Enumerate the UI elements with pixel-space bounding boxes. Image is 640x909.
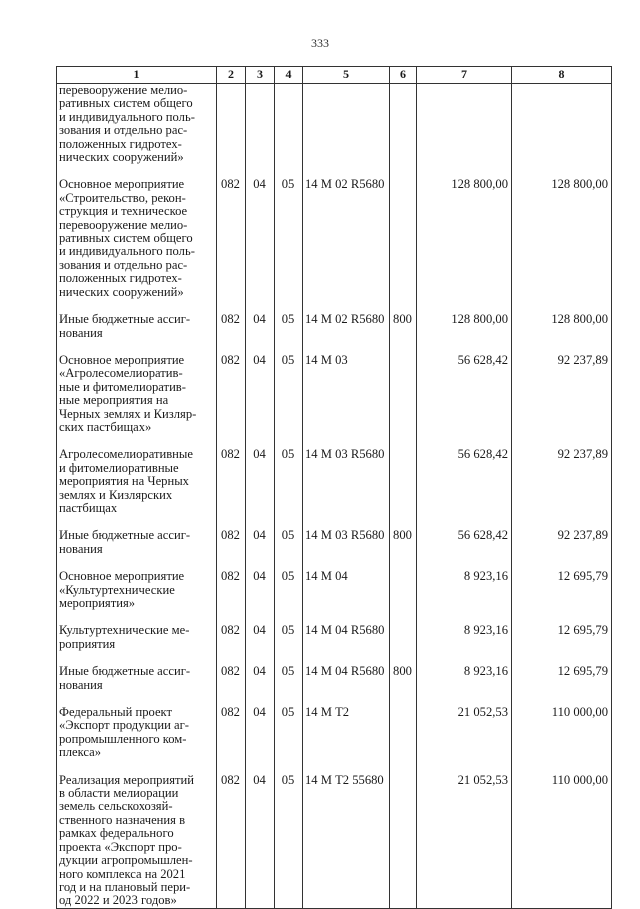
spacer-cell xyxy=(275,299,303,313)
spacer-cell xyxy=(390,515,417,529)
spacer-cell xyxy=(246,340,275,354)
table-row xyxy=(57,665,612,692)
spacer-cell xyxy=(217,610,246,624)
table-header xyxy=(57,67,612,84)
spacer-cell xyxy=(57,434,217,448)
row-name-cell: Иные бюджетные ассиг- нования xyxy=(57,665,217,692)
row-name-cell: Иные бюджетные ассиг- нования xyxy=(57,313,217,340)
row-spacer xyxy=(57,760,612,774)
section-cell: 04 xyxy=(246,570,275,610)
column-header-6: 6 xyxy=(390,67,417,84)
spacer-cell xyxy=(246,651,275,665)
spacer-cell xyxy=(512,692,612,706)
expense-type-cell xyxy=(390,178,417,299)
amount-year1-cell: 56 628,42 xyxy=(417,354,512,434)
expense-type-cell: 800 xyxy=(390,529,417,556)
subsection-cell: 05 xyxy=(275,178,303,299)
expense-type-cell: 800 xyxy=(390,665,417,692)
row-spacer xyxy=(57,164,612,178)
spacer-cell xyxy=(417,299,512,313)
amount-year1-cell: 21 052,53 xyxy=(417,774,512,909)
spacer-cell xyxy=(512,760,612,774)
amount-year2-cell: 92 237,89 xyxy=(512,529,612,556)
spacer-cell xyxy=(417,610,512,624)
spacer-cell xyxy=(417,692,512,706)
amount-year1-cell: 8 923,16 xyxy=(417,624,512,651)
spacer-cell xyxy=(275,556,303,570)
amount-year2-cell: 12 695,79 xyxy=(512,665,612,692)
spacer-cell xyxy=(417,651,512,665)
section-cell: 04 xyxy=(246,313,275,340)
subsection-cell: 05 xyxy=(275,354,303,434)
admin-code-cell: 082 xyxy=(217,624,246,651)
column-header-4: 4 xyxy=(275,67,303,84)
amount-year1-cell: 8 923,16 xyxy=(417,665,512,692)
spacer-cell xyxy=(57,651,217,665)
row-spacer xyxy=(57,651,612,665)
section-cell: 04 xyxy=(246,706,275,760)
column-header-1: 1 xyxy=(57,67,217,84)
spacer-cell xyxy=(246,760,275,774)
subsection-cell: 05 xyxy=(275,529,303,556)
table-row xyxy=(57,84,612,165)
table-row xyxy=(57,354,612,434)
amount-year2-cell: 110 000,00 xyxy=(512,774,612,909)
subsection-cell: 05 xyxy=(275,774,303,909)
spacer-cell xyxy=(512,299,612,313)
subsection-cell: 05 xyxy=(275,665,303,692)
spacer-cell xyxy=(303,515,390,529)
spacer-cell xyxy=(275,651,303,665)
spacer-cell xyxy=(57,515,217,529)
spacer-cell xyxy=(246,164,275,178)
admin-code-cell: 082 xyxy=(217,448,246,515)
spacer-cell xyxy=(390,299,417,313)
spacer-cell xyxy=(275,434,303,448)
spacer-cell xyxy=(512,610,612,624)
section-cell: 04 xyxy=(246,354,275,434)
column-header-8: 8 xyxy=(512,67,612,84)
row-spacer xyxy=(57,299,612,313)
spacer-cell xyxy=(217,299,246,313)
spacer-cell xyxy=(303,610,390,624)
subsection-cell: 05 xyxy=(275,706,303,760)
row-spacer xyxy=(57,610,612,624)
spacer-cell xyxy=(57,610,217,624)
spacer-cell xyxy=(246,434,275,448)
spacer-cell xyxy=(57,692,217,706)
subsection-cell xyxy=(275,84,303,165)
spacer-cell xyxy=(303,434,390,448)
spacer-cell xyxy=(417,515,512,529)
amount-year1-cell xyxy=(417,84,512,165)
spacer-cell xyxy=(275,610,303,624)
row-name-cell: Реализация мероприятий в области мелиорации земель сельскохозяй- ственного назначения в рамках федерального проекта «Экспорт про- дукции агропромышлен- ного комплекса на 2021 год и на плановый пери- од 2022 и 2023 годов» xyxy=(57,774,217,909)
spacer-cell xyxy=(390,651,417,665)
admin-code-cell: 082 xyxy=(217,774,246,909)
spacer-cell xyxy=(512,164,612,178)
column-header-7: 7 xyxy=(417,67,512,84)
row-name-cell: Иные бюджетные ассиг- нования xyxy=(57,529,217,556)
expense-type-cell: 800 xyxy=(390,313,417,340)
spacer-cell xyxy=(390,434,417,448)
amount-year2-cell: 12 695,79 xyxy=(512,570,612,610)
expense-type-cell xyxy=(390,624,417,651)
amount-year2-cell: 110 000,00 xyxy=(512,706,612,760)
spacer-cell xyxy=(217,164,246,178)
spacer-cell xyxy=(217,760,246,774)
admin-code-cell: 082 xyxy=(217,178,246,299)
expense-type-cell xyxy=(390,84,417,165)
expense-type-cell xyxy=(390,570,417,610)
column-header-3: 3 xyxy=(246,67,275,84)
target-article-cell: 14 М 03 R5680 xyxy=(303,529,390,556)
spacer-cell xyxy=(275,164,303,178)
spacer-cell xyxy=(512,434,612,448)
expense-type-cell xyxy=(390,706,417,760)
target-article-cell: 14 М 02 R5680 xyxy=(303,313,390,340)
amount-year1-cell: 8 923,16 xyxy=(417,570,512,610)
spacer-cell xyxy=(217,692,246,706)
table-row xyxy=(57,178,612,299)
spacer-cell xyxy=(57,299,217,313)
section-cell xyxy=(246,84,275,165)
admin-code-cell: 082 xyxy=(217,706,246,760)
table-row xyxy=(57,529,612,556)
amount-year1-cell: 56 628,42 xyxy=(417,448,512,515)
header-row xyxy=(57,67,612,84)
spacer-cell xyxy=(275,340,303,354)
spacer-cell xyxy=(303,340,390,354)
table-row xyxy=(57,624,612,651)
target-article-cell: 14 М 04 R5680 xyxy=(303,624,390,651)
amount-year2-cell: 128 800,00 xyxy=(512,313,612,340)
spacer-cell xyxy=(217,434,246,448)
page-number: 333 xyxy=(311,36,329,50)
subsection-cell: 05 xyxy=(275,448,303,515)
spacer-cell xyxy=(417,556,512,570)
admin-code-cell: 082 xyxy=(217,313,246,340)
subsection-cell: 05 xyxy=(275,570,303,610)
target-article-cell: 14 М 03 xyxy=(303,354,390,434)
amount-year2-cell: 12 695,79 xyxy=(512,624,612,651)
admin-code-cell: 082 xyxy=(217,665,246,692)
amount-year2-cell: 92 237,89 xyxy=(512,448,612,515)
spacer-cell xyxy=(246,692,275,706)
spacer-cell xyxy=(217,340,246,354)
spacer-cell xyxy=(390,692,417,706)
spacer-cell xyxy=(57,760,217,774)
spacer-cell xyxy=(417,760,512,774)
budget-table xyxy=(56,66,612,909)
target-article-cell: 14 М 03 R5680 xyxy=(303,448,390,515)
row-name-cell: Основное мероприятие «Агролесомелиоратив- ные и фитомелиоратив- ные мероприятия на Черных землях и Кизляр- ских пастбищах» xyxy=(57,354,217,434)
spacer-cell xyxy=(217,651,246,665)
row-name-cell: Культуртехнические ме- роприятия xyxy=(57,624,217,651)
spacer-cell xyxy=(303,164,390,178)
section-cell: 04 xyxy=(246,665,275,692)
table-row xyxy=(57,774,612,909)
spacer-cell xyxy=(303,651,390,665)
subsection-cell: 05 xyxy=(275,313,303,340)
row-spacer xyxy=(57,340,612,354)
row-name-cell: Агролесомелиоративные и фитомелиоративные мероприятия на Черных землях и Кизлярских пастбищах xyxy=(57,448,217,515)
spacer-cell xyxy=(303,556,390,570)
expense-type-cell xyxy=(390,774,417,909)
spacer-cell xyxy=(512,651,612,665)
spacer-cell xyxy=(417,164,512,178)
expense-type-cell xyxy=(390,448,417,515)
row-name-cell: Федеральный проект «Экспорт продукции аг- ропромышленного ком- плекса» xyxy=(57,706,217,760)
spacer-cell xyxy=(390,760,417,774)
row-spacer xyxy=(57,692,612,706)
column-header-5: 5 xyxy=(303,67,390,84)
admin-code-cell: 082 xyxy=(217,529,246,556)
target-article-cell: 14 М 02 R5680 xyxy=(303,178,390,299)
amount-year2-cell: 92 237,89 xyxy=(512,354,612,434)
spacer-cell xyxy=(303,299,390,313)
row-name-cell: Основное мероприятие «Культуртехнические мероприятия» xyxy=(57,570,217,610)
amount-year1-cell: 21 052,53 xyxy=(417,706,512,760)
spacer-cell xyxy=(57,340,217,354)
target-article-cell: 14 М 04 R5680 xyxy=(303,665,390,692)
table-body xyxy=(57,84,612,909)
spacer-cell xyxy=(275,515,303,529)
target-article-cell xyxy=(303,84,390,165)
admin-code-cell: 082 xyxy=(217,570,246,610)
table-row xyxy=(57,570,612,610)
spacer-cell xyxy=(512,340,612,354)
section-cell: 04 xyxy=(246,529,275,556)
section-cell: 04 xyxy=(246,448,275,515)
section-cell: 04 xyxy=(246,178,275,299)
expense-type-cell xyxy=(390,354,417,434)
row-name-cell: Основное мероприятие «Строительство, рекон- струкция и техническое перевооружение мелио- ративных систем общего и индивидуального поль- зования и отдельно рас- положенных гидротех- нических сооружений» xyxy=(57,178,217,299)
spacer-cell xyxy=(246,556,275,570)
spacer-cell xyxy=(390,610,417,624)
spacer-cell xyxy=(275,692,303,706)
spacer-cell xyxy=(390,164,417,178)
row-spacer xyxy=(57,515,612,529)
amount-year2-cell: 128 800,00 xyxy=(512,178,612,299)
spacer-cell xyxy=(217,556,246,570)
section-cell: 04 xyxy=(246,624,275,651)
spacer-cell xyxy=(275,760,303,774)
spacer-cell xyxy=(417,434,512,448)
amount-year1-cell: 128 800,00 xyxy=(417,178,512,299)
spacer-cell xyxy=(246,610,275,624)
table-row xyxy=(57,448,612,515)
target-article-cell: 14 М Т2 55680 xyxy=(303,774,390,909)
row-spacer xyxy=(57,556,612,570)
column-header-2: 2 xyxy=(217,67,246,84)
spacer-cell xyxy=(512,556,612,570)
row-spacer xyxy=(57,434,612,448)
amount-year1-cell: 128 800,00 xyxy=(417,313,512,340)
table-row xyxy=(57,313,612,340)
target-article-cell: 14 М Т2 xyxy=(303,706,390,760)
subsection-cell: 05 xyxy=(275,624,303,651)
amount-year1-cell: 56 628,42 xyxy=(417,529,512,556)
spacer-cell xyxy=(390,340,417,354)
spacer-cell xyxy=(303,760,390,774)
spacer-cell xyxy=(217,515,246,529)
spacer-cell xyxy=(303,692,390,706)
admin-code-cell xyxy=(217,84,246,165)
spacer-cell xyxy=(246,515,275,529)
spacer-cell xyxy=(57,164,217,178)
spacer-cell xyxy=(390,556,417,570)
spacer-cell xyxy=(512,515,612,529)
spacer-cell xyxy=(417,340,512,354)
section-cell: 04 xyxy=(246,774,275,909)
admin-code-cell: 082 xyxy=(217,354,246,434)
spacer-cell xyxy=(57,556,217,570)
target-article-cell: 14 М 04 xyxy=(303,570,390,610)
spacer-cell xyxy=(246,299,275,313)
amount-year2-cell xyxy=(512,84,612,165)
table-row xyxy=(57,706,612,760)
row-name-cell: перевооружение мелио- ративных систем общего и индивидуального поль- зования и отдельно рас- положенных гидротех- нических сооружений» xyxy=(57,84,217,165)
